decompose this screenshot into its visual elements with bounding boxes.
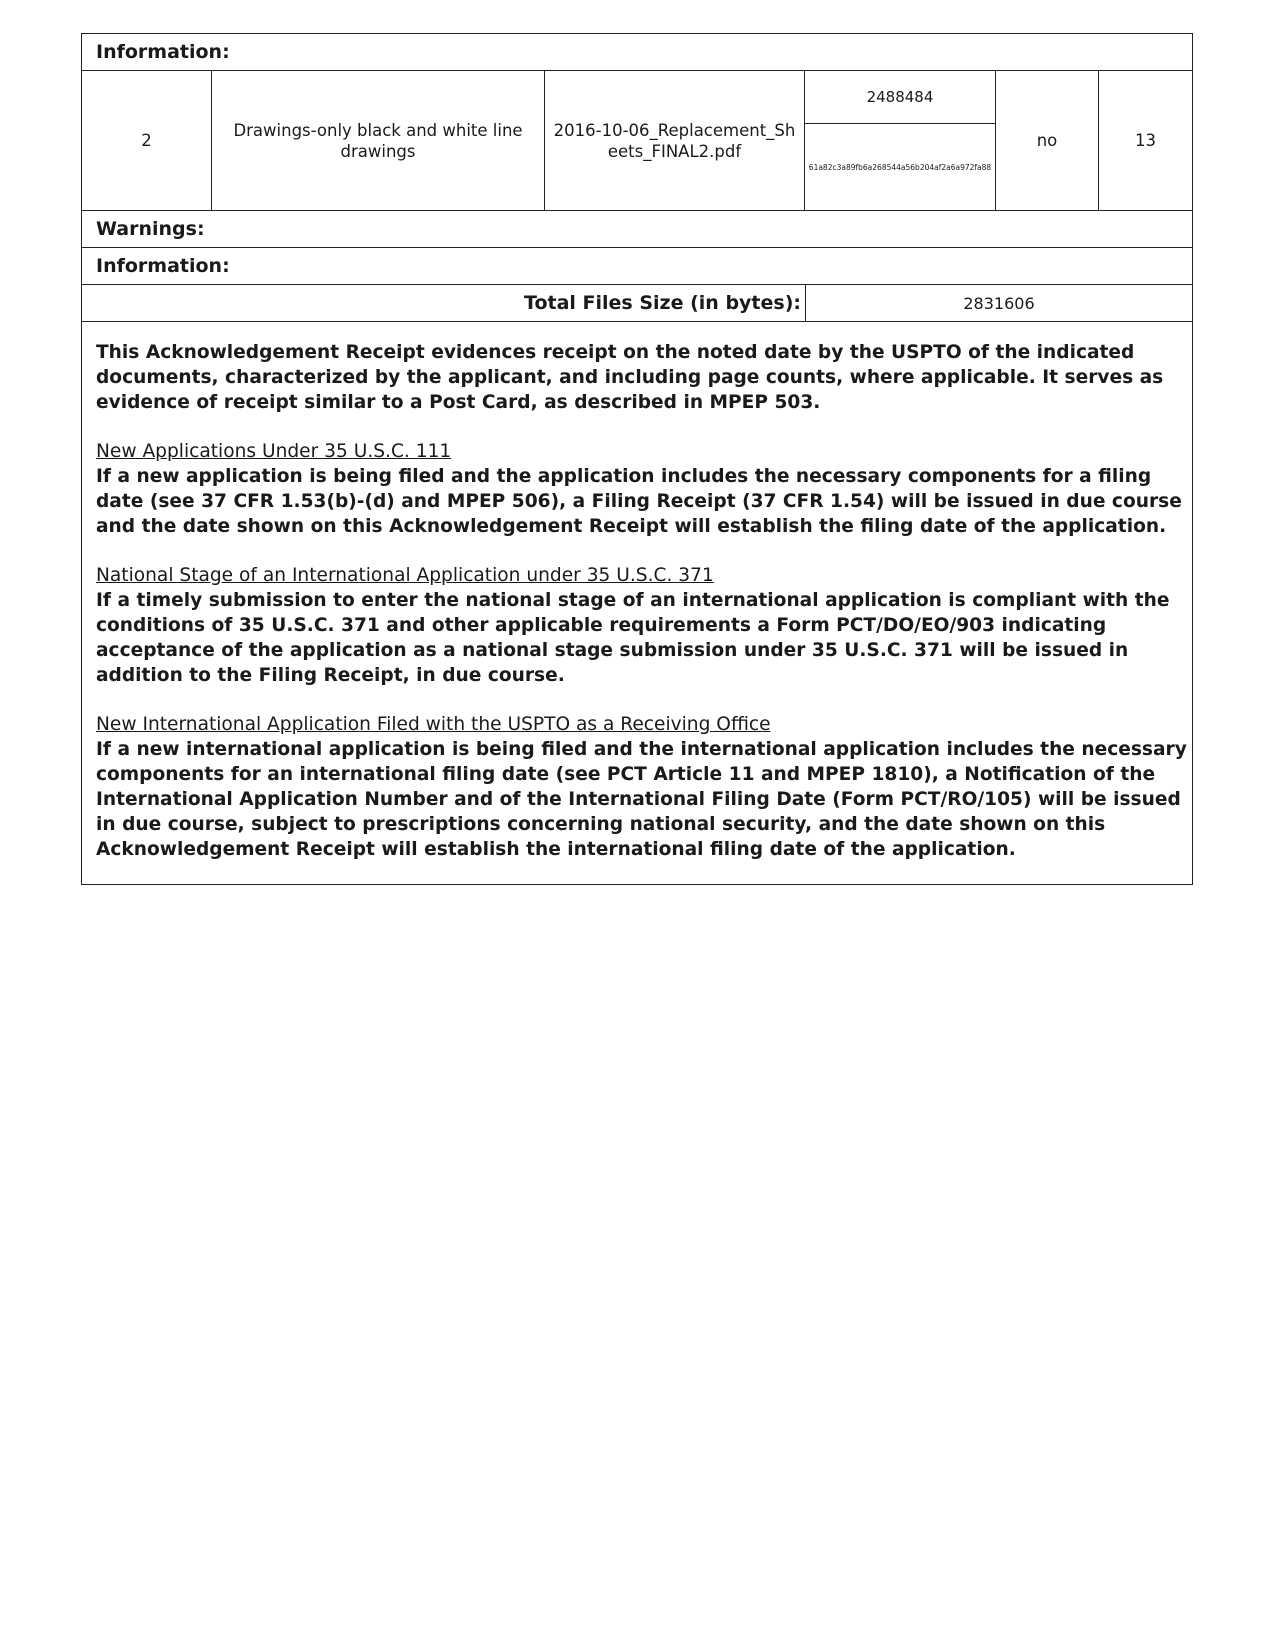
- acknowledgement-notice: [82, 322, 1192, 884]
- total-size-value: 2831606: [963, 293, 1035, 313]
- multipart-flag: no: [996, 71, 1099, 210]
- document-number: 2: [82, 71, 212, 210]
- document-description: Drawings-only black and white line drawings: [212, 71, 545, 210]
- section-body: If a timely submission to enter the national stage of an international application is compliant with the conditions of 35 U.S.C. 371 and other applicable requirements a Form PCT/DO/EO/903 indicating acceptance of the application as a national stage submission under 35 U.S.C. 371 will be issued in addition to the Filing Receipt, in due course.: [96, 590, 1170, 686]
- notice-section-371: [96, 563, 1188, 688]
- file-size-hash-cell: [805, 71, 996, 210]
- file-size: 2488484: [805, 71, 995, 124]
- message-digest: 61a82c3a89fb6a268544a56b204af2a6a972fa88: [808, 162, 992, 172]
- section-heading: New Applications Under 35 U.S.C. 111: [96, 441, 452, 462]
- section-heading: National Stage of an International Application under 35 U.S.C. 371: [96, 565, 714, 586]
- page-count: 13: [1135, 131, 1156, 150]
- total-size-label: Total Files Size (in bytes):: [82, 285, 806, 321]
- total-size-row: [82, 285, 1192, 322]
- warnings-row: [82, 211, 1192, 248]
- section-heading: New International Application Filed with the USPTO as a Receiving Office: [96, 714, 771, 735]
- notice-intro: This Acknowledgement Receipt evidences receipt on the noted date by the USPTO of the indicated documents, characterized by the applicant, and including page counts, where applicable. It serves as evidence of receipt similar to a Post Card, as described in MPEP 503.: [96, 342, 1164, 413]
- information-row-top: [82, 34, 1192, 71]
- receipt-table: [81, 33, 1193, 885]
- document-row: [82, 71, 1192, 211]
- section-body: If a new application is being filed and the application includes the necessary components for a filing date (see 37 CFR 1.53(b)-(d) and MPEP 506), a Filing Receipt (37 CFR 1.54) will be issued in due course and the date shown on this Acknowledgement Receipt will establish the filing date of the application.: [96, 466, 1182, 537]
- warnings-label: Warnings:: [96, 218, 205, 240]
- information-label: Information:: [96, 255, 230, 277]
- notice-section-receiving-office: [96, 712, 1188, 862]
- document-filename: 2016-10-06_Replacement_Sheets_FINAL2.pdf: [545, 71, 805, 210]
- notice-section-111: [96, 439, 1188, 539]
- information-row-bottom: [82, 248, 1192, 285]
- information-label: Information:: [96, 41, 230, 63]
- section-body: If a new international application is being filed and the international application includes the necessary components for an international filing date (see PCT Article 11 and MPEP 1810), a Notification of the International Application Number and of the International Filing Date (Form PCT/RO/105) will be issued in due course, subject to prescriptions concerning national security, and the date shown on this Acknowledgement Receipt will establish the international filing date of the application.: [96, 739, 1187, 860]
